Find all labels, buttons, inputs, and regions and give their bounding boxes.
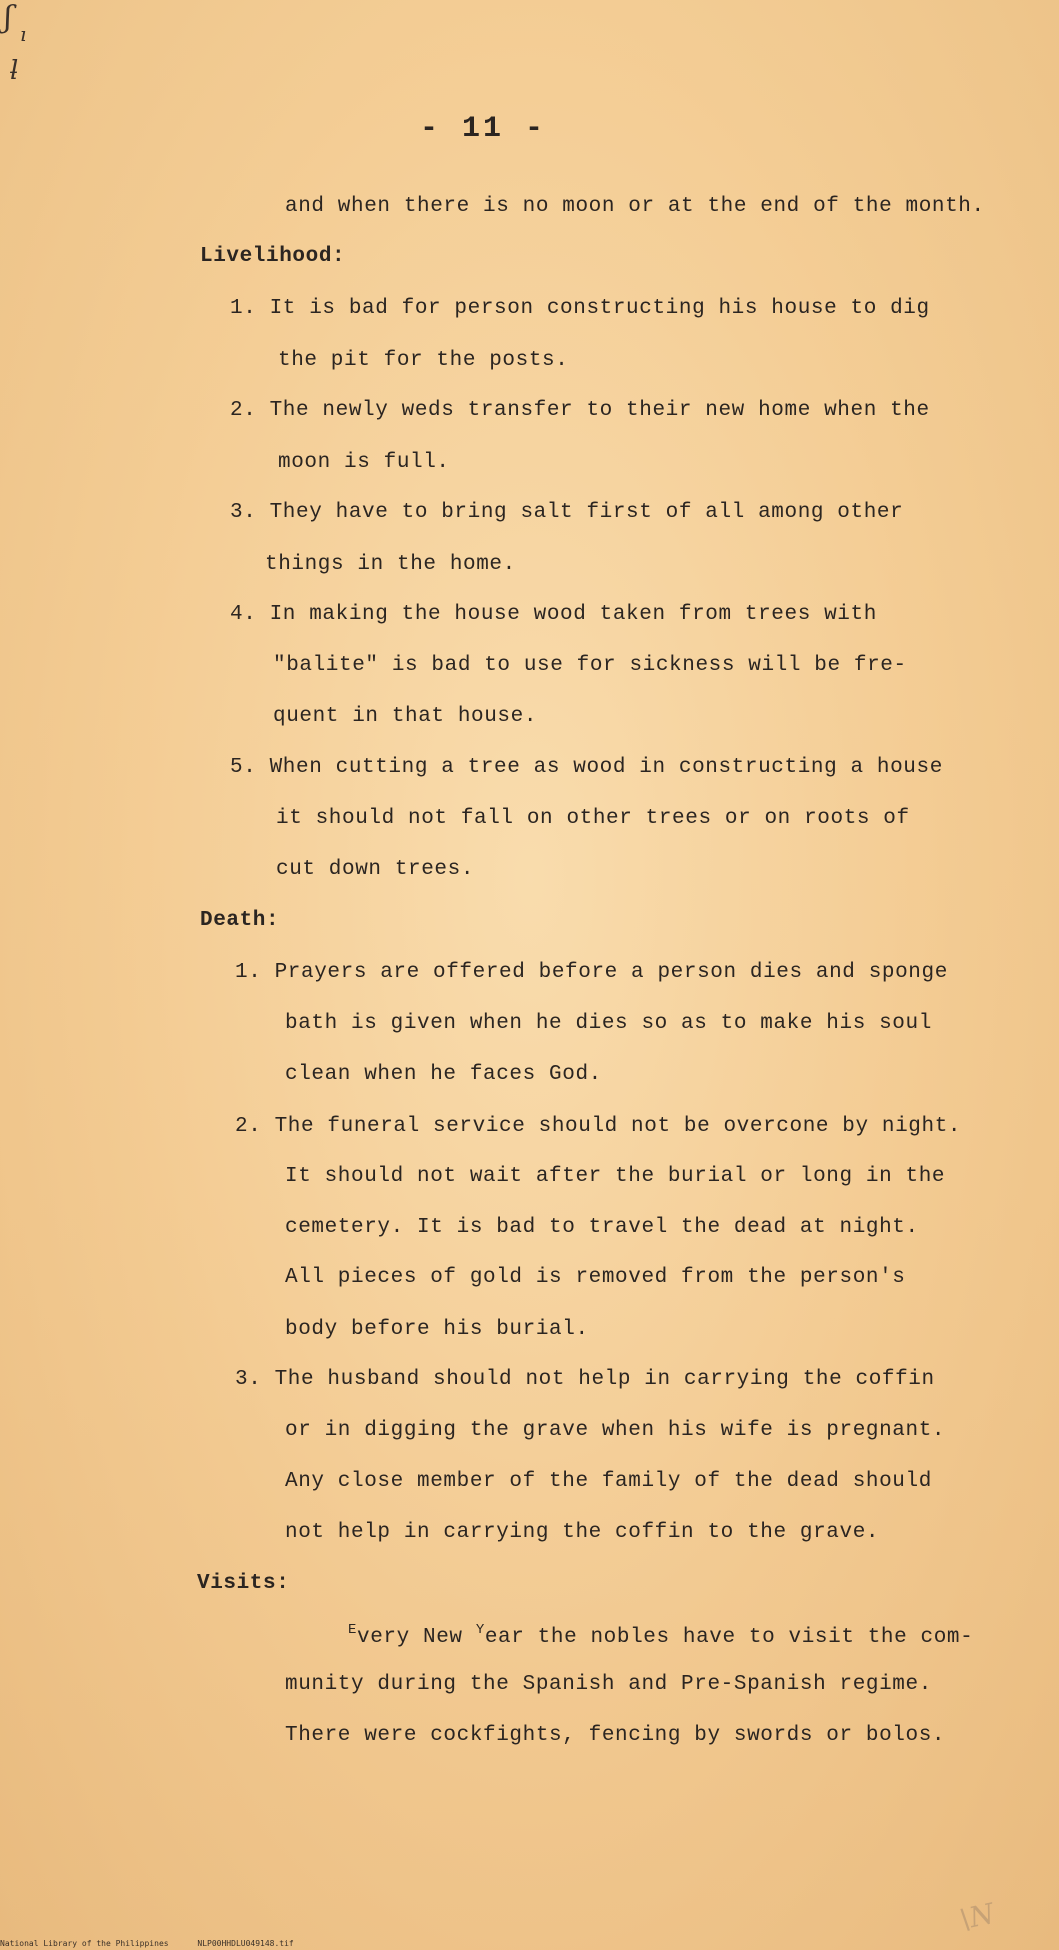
stamp-mark: \N [956, 1896, 997, 1937]
livelihood-heading: Livelihood: [200, 245, 346, 268]
margin-mark-2: ı [20, 22, 27, 46]
visits-heading: Visits: [197, 1572, 290, 1595]
text-line: and when there is no moon or at the end of the month. [285, 195, 985, 218]
text-line: cemetery. It is bad to travel the dead at night. [285, 1216, 919, 1239]
text-line: munity during the Spanish and Pre-Spanish regime. [285, 1673, 932, 1696]
text-line: the pit for the posts. [278, 349, 569, 372]
text-line: $^E$very New $^Y$ear the nobles have to visit the com- [348, 1622, 974, 1649]
text-line: 5. When cutting a tree as wood in constructing a house [230, 756, 943, 779]
text-line: 3. They have to bring salt first of all among other [230, 501, 904, 524]
footer-caption [0, 1939, 318, 1948]
text-line: "balite" is bad to use for sickness will be fre- [273, 654, 907, 677]
text-line: There were cockfights, fencing by swords or bolos. [285, 1724, 946, 1747]
text-line: 1. Prayers are offered before a person dies and sponge [235, 961, 948, 984]
text-line: 1. It is bad for person constructing his house to dig [230, 297, 930, 320]
text-line: 3. The husband should not help in carrying the coffin [235, 1368, 935, 1391]
footer-library: National Library of the Philippines [0, 1939, 169, 1948]
text-line: not help in carrying the coffin to the grave. [285, 1521, 880, 1544]
margin-mark-1: ʃ [4, 0, 13, 35]
text-line: moon is full. [278, 451, 450, 474]
page-number: - 11 - [420, 112, 547, 146]
text-line: it should not fall on other trees or on roots of [276, 807, 910, 830]
margin-mark-3: ƚ [10, 56, 19, 86]
text-line: It should not wait after the burial or long in the [285, 1165, 946, 1188]
raised-letter: E [348, 1622, 358, 1638]
text-line: All pieces of gold is removed from the person's [285, 1266, 906, 1289]
text-line: 2. The funeral service should not be overcone by night. [235, 1115, 962, 1138]
text-line: clean when he faces God. [285, 1063, 602, 1086]
text-line: body before his burial. [285, 1318, 589, 1341]
text-line: cut down trees. [276, 858, 475, 881]
text-line: or in digging the grave when his wife is pregnant. [285, 1419, 946, 1442]
text-line: bath is given when he dies so as to make his soul [285, 1012, 932, 1035]
text-line: Any close member of the family of the dead should [285, 1470, 932, 1493]
death-heading: Death: [200, 909, 280, 932]
text-line: things in the home. [265, 553, 516, 576]
footer-filename: NLP00HHDLU049148.tif [197, 1939, 294, 1948]
text-line: quent in that house. [273, 705, 538, 728]
text-line: 2. The newly weds transfer to their new home when the [230, 399, 930, 422]
raised-letter: Y [475, 1622, 485, 1638]
text-line: 4. In making the house wood taken from trees with [230, 603, 877, 626]
